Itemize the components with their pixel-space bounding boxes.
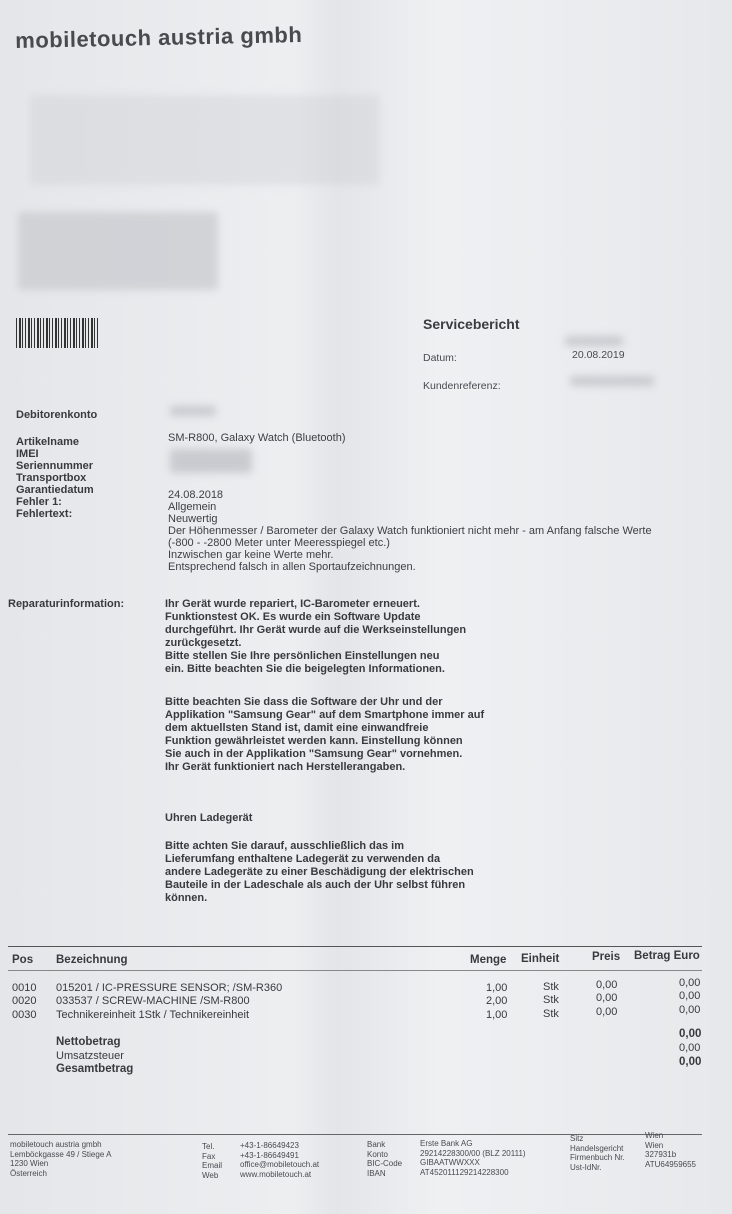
datum-value: 20.08.2019 <box>572 349 625 361</box>
web-value[interactable]: www.mobiletouch.at <box>240 1169 312 1179</box>
footer-reg-values <box>645 1131 696 1169</box>
table-row <box>0 1004 732 1022</box>
barcode <box>16 318 100 348</box>
table-row <box>0 977 732 995</box>
umsatzsteuer-value: 0,00 <box>679 1042 701 1054</box>
reparatur-line: ein. Bitte beachten Sie die beigelegten Informationen. <box>165 663 445 675</box>
gesamtbetrag-value: 0,00 <box>679 1056 702 1068</box>
col-menge: Menge <box>470 954 507 966</box>
reparatur-line: Bitte achten Sie darauf, ausschließlich das im <box>165 840 405 852</box>
fax-value: +43-1-86649491 <box>240 1150 299 1160</box>
cell-betrag: 0,00 <box>679 977 701 989</box>
sitz-label: Sitz <box>570 1134 584 1143</box>
sitz-value: Wien <box>645 1131 664 1140</box>
uhren-ladegeraet-title: Uhren Ladegerät <box>165 812 253 824</box>
reparatur-line: Ihr Gerät funktioniert nach Herstellerangaben. <box>165 761 406 773</box>
fehlertext-line: Entsprechend falsch in allen Sportaufzeichnungen. <box>168 561 416 573</box>
cell-preis: 0,00 <box>596 992 618 1004</box>
handelsgericht-value: Wien <box>645 1140 664 1150</box>
fehlertext-line: Neuwertig <box>168 513 218 525</box>
cell-bezeichnung: 033537 / SCREW-MACHINE /SM-R800 <box>56 995 250 1007</box>
footer-street: Lemböckgasse 49 / Stiege A <box>10 1149 112 1159</box>
firmenbuch-value: 327931b <box>645 1150 677 1159</box>
redacted-block <box>30 95 380 185</box>
footer-address <box>10 1140 111 1178</box>
transportbox-label: Transportbox <box>16 472 87 484</box>
imei-label: IMEI <box>16 448 39 460</box>
umsatzsteuer-label: Umsatzsteuer <box>56 1050 124 1062</box>
table-row <box>0 990 732 1008</box>
cell-bezeichnung: Technikereinheit 1Stk / Technikereinheit <box>56 1009 250 1021</box>
servicebericht-title: Servicebericht <box>423 316 520 332</box>
reparatur-line: Bitte beachten Sie dass die Software der Uhr und der <box>165 696 443 708</box>
col-betrag: Betrag Euro <box>634 950 700 962</box>
table-top-rule <box>8 946 702 947</box>
table-header-rule <box>8 970 702 971</box>
reparatur-line: Sie auch in der Applikation "Samsung Gear" vornehmen. <box>165 748 463 760</box>
reparatur-line: andere Ladegeräte zu einer Beschädigung der elektrischen <box>165 866 474 878</box>
footer-bank-labels <box>367 1140 402 1178</box>
footer-country: Österreich <box>10 1168 47 1178</box>
reparatur-para3 <box>165 840 474 905</box>
col-einheit: Einheit <box>521 953 560 965</box>
reparatur-line: Ihr Gerät wurde repariert, IC-Barometer erneuert. <box>165 598 420 610</box>
fehlertext-value <box>168 513 652 573</box>
footer-bank-values <box>420 1139 526 1177</box>
reparatur-line: durchgeführt. Ihr Gerät wurde auf die Werkseinstellungen <box>165 624 467 636</box>
bic-value: GIBAATWWXXX <box>420 1158 480 1167</box>
footer-reg-labels <box>570 1134 625 1172</box>
reparatur-line: Bitte stellen Sie Ihre persönlichen Einstellungen neu <box>165 650 440 662</box>
cell-einheit: Stk <box>543 994 559 1006</box>
cell-menge: 2,00 <box>486 995 508 1007</box>
cell-menge: 1,00 <box>486 1009 508 1021</box>
col-pos: Pos <box>12 954 34 966</box>
footer-company: mobiletouch austria gmbh <box>10 1140 102 1149</box>
cell-betrag: 0,00 <box>679 1004 701 1016</box>
cell-preis: 0,00 <box>596 1006 618 1018</box>
redacted-address <box>18 212 218 290</box>
cell-preis: 0,00 <box>596 979 618 991</box>
datum-label: Datum: <box>423 352 457 364</box>
garantiedatum-label: Garantiedatum <box>16 484 94 496</box>
ust-idnr-label: Ust-IdNr. <box>570 1162 602 1172</box>
cell-einheit: Stk <box>543 981 559 993</box>
artikelname-value: SM-R800, Galaxy Watch (Bluetooth) <box>168 432 346 444</box>
reparatur-line: können. <box>165 892 208 904</box>
redacted-number <box>565 336 623 346</box>
artikelname-label: Artikelname <box>16 436 79 448</box>
cell-menge: 1,00 <box>486 982 508 994</box>
seriennummer-label: Seriennummer <box>16 460 94 472</box>
bank-value: Erste Bank AG <box>420 1139 473 1148</box>
tel-label: Tel. <box>202 1142 215 1151</box>
email-label: Email <box>202 1161 223 1170</box>
col-bezeichnung: Bezeichnung <box>56 954 128 966</box>
company-name: mobiletouch austria gmbh <box>15 21 303 53</box>
konto-label: Konto <box>367 1149 388 1159</box>
cell-bezeichnung: 015201 / IC-PRESSURE SENSOR; /SM-R360 <box>56 982 283 994</box>
detail-labels <box>16 436 94 520</box>
garantiedatum-value: 24.08.2018 <box>168 489 224 501</box>
ust-idnr-value: ATU64959655 <box>645 1159 696 1169</box>
bank-label: Bank <box>367 1140 386 1149</box>
redacted-imei-serial <box>170 449 252 473</box>
footer-contact-values <box>240 1141 319 1179</box>
nettobetrag-value: 0,00 <box>679 1028 702 1040</box>
kundenreferenz-label: Kundenreferenz: <box>423 380 501 392</box>
reparatur-line: Funktion gewährleistet werden kann. Einstellung können <box>165 735 463 747</box>
cell-pos: 0030 <box>12 1009 37 1021</box>
redacted-debitor <box>170 406 216 416</box>
bic-label: BIC-Code <box>367 1159 403 1168</box>
redacted-kundenreferenz <box>570 376 654 386</box>
fehler1-value: Allgemein <box>168 501 217 513</box>
reparatur-para1 <box>165 598 466 676</box>
reparatur-para2 <box>165 696 484 774</box>
cell-betrag: 0,00 <box>679 990 701 1002</box>
tel-value: +43-1-86649423 <box>240 1141 299 1150</box>
reparatur-line: zurückgesetzt. <box>165 637 242 649</box>
handelsgericht-label: Handelsgericht <box>570 1143 624 1153</box>
gesamtbetrag-label: Gesamtbetrag <box>56 1063 134 1075</box>
web-label: Web <box>202 1170 219 1180</box>
fehlertext-line: Der Höhenmesser / Barometer der Galaxy Watch funktioniert nicht mehr - am Anfang falsche Werte <box>168 525 652 537</box>
nettobetrag-label: Nettobetrag <box>56 1036 121 1048</box>
reparatur-line: Applikation "Samsung Gear" auf dem Smartphone immer auf <box>165 709 485 721</box>
reparatur-line: Lieferumfang enthaltene Ladegerät zu verwenden da <box>165 853 441 865</box>
reparatur-line: Bauteile in der Ladeschale als auch der Uhr selbst führen <box>165 879 466 891</box>
konto-value: 29214228300/00 (BLZ 20111) <box>420 1148 526 1158</box>
fehlertext-label: Fehlertext: <box>16 508 73 520</box>
fehler1-label: Fehler 1: <box>16 496 62 508</box>
email-value[interactable]: office@mobiletouch.at <box>240 1160 320 1169</box>
reparatur-line: Funktionstest OK. Es wurde ein Software Update <box>165 611 421 623</box>
cell-pos: 0020 <box>12 995 37 1007</box>
reparatur-line: dem aktuellsten Stand ist, damit eine einwandfreie <box>165 722 429 734</box>
cell-pos: 0010 <box>12 982 37 994</box>
debitorenkonto-label: Debitorenkonto <box>16 409 98 421</box>
fehlertext-line: Inzwischen gar keine Werte mehr. <box>168 549 334 561</box>
reparatur-label: Reparaturinformation: <box>8 598 125 610</box>
col-preis: Preis <box>592 951 621 963</box>
iban-label: IBAN <box>367 1168 386 1178</box>
footer-contact-labels <box>202 1142 222 1180</box>
cell-einheit: Stk <box>543 1008 559 1020</box>
fehlertext-line: (-800 - -2800 Meter unter Meeresspiegel etc.) <box>168 537 390 549</box>
firmenbuch-label: Firmenbuch Nr. <box>570 1153 625 1162</box>
footer-city: 1230 Wien <box>10 1159 49 1168</box>
fax-label: Fax <box>202 1151 216 1161</box>
iban-value: AT452011129214228300 <box>420 1167 509 1177</box>
